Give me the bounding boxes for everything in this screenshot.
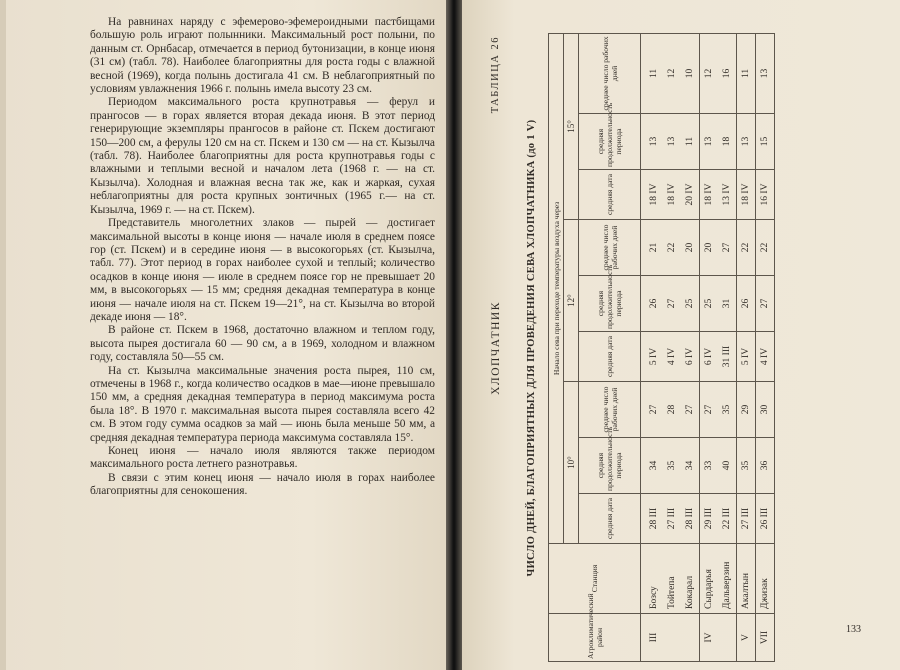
group-header: Начало сева при переходе температуры воздуха через <box>549 33 564 543</box>
value-cell: 29 III <box>700 494 719 544</box>
value-cell: 33 <box>700 438 719 494</box>
value-cell: 30 <box>756 382 775 438</box>
value-cell: 25 <box>681 276 700 332</box>
value-cell: 34 <box>641 438 664 494</box>
value-cell: 11 <box>641 33 664 113</box>
value-cell: 22 III <box>718 494 737 544</box>
column-header-region: Агроклиматический район <box>549 614 641 662</box>
region-cell: V <box>737 614 756 662</box>
value-cell: 18 <box>718 114 737 170</box>
value-cell: 28 III <box>641 494 664 544</box>
region-cell: III <box>641 614 664 662</box>
region-cell <box>663 614 681 662</box>
station-cell: Дальверзин <box>718 544 737 614</box>
value-cell: 35 <box>663 438 681 494</box>
value-cell: 4 IV <box>756 332 775 382</box>
value-cell: 28 <box>663 382 681 438</box>
threshold-header: 10° <box>564 382 579 544</box>
threshold-header: 15° <box>564 33 579 219</box>
value-cell: 31 III <box>718 332 737 382</box>
paragraph: Периодом максимального роста крупнотравья — ферул и прангосов — в горах является вторая декада июня. В этот период генерирующие экземпляры прангосов в районе ст. Пскем достигают 150—200 см, а ферулы 120 см на ст. Пскем и 130 см — на ст. Кызылча (табл. 78). Наиболее благоприятны для роста крупнотравья годы с влажными и теплыми весной и началом лета (1968 г. — на ст. Кызылча). Холодная и влажная весна так же, как и жаркая, сухая неблагоприятны для роста крупных зонтичных (1965 г.— на ст. Кызылча, 1969 г. — на ст. Пскем). <box>90 96 435 216</box>
value-cell: 20 IV <box>681 170 700 220</box>
value-cell: 26 <box>737 276 756 332</box>
subheader-date: средняя дата <box>579 332 641 382</box>
value-cell: 35 <box>718 382 737 438</box>
table-number: ТАБЛИЦА 26 <box>490 36 501 114</box>
table-title: ЧИСЛО ДНЕЙ, БЛАГОПРИЯТНЫХ ДЛЯ ПРОВЕДЕНИЯ СЕВА ХЛОПЧАТНИКА (до 1 V) <box>526 119 537 577</box>
value-cell: 16 <box>718 33 737 113</box>
subheader-workdays: среднее число рабочих дней <box>579 220 641 276</box>
table-row <box>663 33 681 661</box>
paragraph: В районе ст. Пскем в 1968, достаточно влажном и теплом году, высота пырея достигала 60 — 90 см, а в 1969, холодном и влажном году, составляла 50—55 см. <box>90 324 435 364</box>
value-cell: 27 <box>756 276 775 332</box>
threshold-header: 12° <box>564 220 579 382</box>
value-cell: 26 III <box>756 494 775 544</box>
value-cell: 16 IV <box>756 170 775 220</box>
paragraph: На равнинах наряду с эфемерово-эфемероидными пастбищами большую роль играют полынники. Максимальный рост полыни, по данным ст. Орнбасар, отмечается в период бутонизации, в конце июня (31 см) (табл. 78). Наиболее благоприятны для роста годы с влажной весной (1969), когда полынь достигала 41 см. В неблагоприятный по условиям увлажнения 1966 г. полынь имела высоту 23 см. <box>90 16 435 96</box>
subheader-duration: средняя продолжительность периода <box>579 114 641 170</box>
page-edge <box>0 0 6 670</box>
section-title: ХЛОПЧАТНИК <box>490 301 502 395</box>
paragraph: Конец июня — начало июля являются также периодом максимального роста летнего разнотравья. <box>90 445 435 471</box>
value-cell: 22 <box>756 220 775 276</box>
value-cell: 20 <box>700 220 719 276</box>
value-cell: 27 <box>681 382 700 438</box>
value-cell: 5 IV <box>737 332 756 382</box>
value-cell: 6 IV <box>681 332 700 382</box>
value-cell: 18 IV <box>641 170 664 220</box>
region-cell: VII <box>756 614 775 662</box>
station-cell: Тойтепа <box>663 544 681 614</box>
table-row <box>718 33 737 661</box>
paragraph: На ст. Кызылча максимальные значения роста пырея, 110 см, отмечены в 1968 г., когда количество осадков в мае—июне превышало 150 мм, а средняя декадная температура в период максимума роста была 18°. В 1970 г. максимальная высота пырея составляла всего 42 см. В этом году сумма осадков за май — июнь была меньше 50 мм, а средняя декадная температура периода максимума составляла 15°. <box>90 364 435 444</box>
value-cell: 18 IV <box>737 170 756 220</box>
subheader-workdays: среднее число рабочих дней <box>579 33 641 113</box>
value-cell: 13 <box>700 114 719 170</box>
value-cell: 27 III <box>737 494 756 544</box>
value-cell: 22 <box>663 220 681 276</box>
value-cell: 10 <box>681 33 700 113</box>
value-cell: 20 <box>681 220 700 276</box>
value-cell: 12 <box>700 33 719 113</box>
value-cell: 18 IV <box>663 170 681 220</box>
value-cell: 11 <box>737 33 756 113</box>
value-cell: 6 IV <box>700 332 719 382</box>
value-cell: 27 <box>700 382 719 438</box>
station-cell: Кокарал <box>681 544 700 614</box>
book-gutter <box>446 0 462 670</box>
value-cell: 40 <box>718 438 737 494</box>
value-cell: 31 <box>718 276 737 332</box>
value-cell: 5 IV <box>641 332 664 382</box>
subheader-duration: средняя продолжительность периода <box>579 438 641 494</box>
value-cell: 18 IV <box>700 170 719 220</box>
value-cell: 21 <box>641 220 664 276</box>
value-cell: 4 IV <box>663 332 681 382</box>
value-cell: 29 <box>737 382 756 438</box>
subheader-duration: средняя продолжительность периода <box>579 276 641 332</box>
left-page-text <box>90 16 435 499</box>
value-cell: 28 III <box>681 494 700 544</box>
region-cell <box>681 614 700 662</box>
value-cell: 34 <box>681 438 700 494</box>
station-cell: Бозсу <box>641 544 664 614</box>
value-cell: 13 <box>737 114 756 170</box>
table-row <box>700 33 719 661</box>
station-cell: Акалтын <box>737 544 756 614</box>
region-cell: IV <box>700 614 719 662</box>
station-cell: Джизак <box>756 544 775 614</box>
value-cell: 13 IV <box>718 170 737 220</box>
value-cell: 13 <box>756 33 775 113</box>
subheader-date: средняя дата <box>579 494 641 544</box>
table-row <box>756 33 775 661</box>
value-cell: 27 <box>641 382 664 438</box>
value-cell: 13 <box>663 114 681 170</box>
table-body <box>641 33 775 661</box>
value-cell: 26 <box>641 276 664 332</box>
value-cell: 36 <box>756 438 775 494</box>
subheader-date: средняя дата <box>579 170 641 220</box>
page-number: 133 <box>846 624 861 635</box>
paragraph: В связи с этим конец июня — начало июля в горах наиболее благоприятны для сенокошения. <box>90 471 435 498</box>
value-cell: 35 <box>737 438 756 494</box>
paragraph: Представитель многолетних злаков — пырей — достигает максимальной высоты в конце июня — начале июля в среднем поясе гор (ст. Пскем) и в середине июня — в высокогорьях (ст. Кызылча, табл. 77). Этот период в горах наиболее сухой и теплый; количество осадков в конце июня — июле в среднем поясе гор не превышает 20 мм, в высокогорьях — 15 мм; средняя декадная температура в конце июня — начале июля на ст. Пскем 19—21°, на ст. Кызылча во второй декаде июня — 18°. <box>90 217 435 323</box>
value-cell: 15 <box>756 114 775 170</box>
value-cell: 13 <box>641 114 664 170</box>
station-cell: Сырдарья <box>700 544 719 614</box>
region-cell <box>718 614 737 662</box>
value-cell: 27 III <box>663 494 681 544</box>
value-cell: 27 <box>718 220 737 276</box>
rotated-table-block <box>472 34 887 662</box>
table-row <box>737 33 756 661</box>
value-cell: 25 <box>700 276 719 332</box>
value-cell: 11 <box>681 114 700 170</box>
value-cell: 27 <box>663 276 681 332</box>
subheader-workdays: среднее число рабочих дней <box>579 382 641 438</box>
data-table <box>548 33 775 662</box>
value-cell: 12 <box>663 33 681 113</box>
running-header <box>490 34 504 662</box>
table-row <box>681 33 700 661</box>
column-header-station: Станция <box>549 544 641 614</box>
value-cell: 22 <box>737 220 756 276</box>
table-row <box>641 33 664 661</box>
